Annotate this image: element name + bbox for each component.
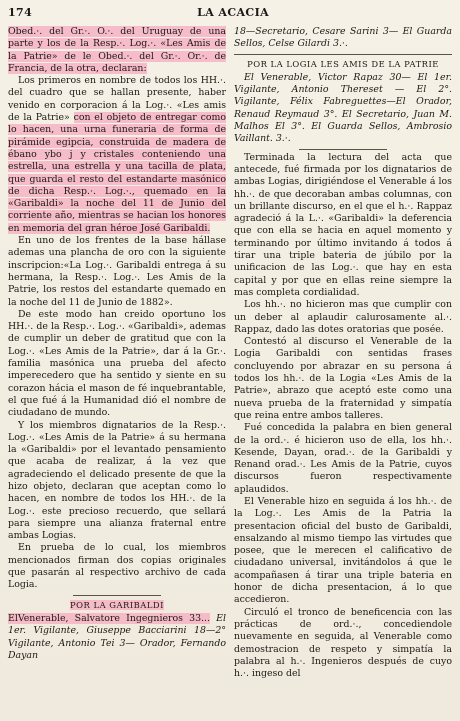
signatures [234, 26, 452, 51]
divider [234, 54, 452, 55]
two-column-body [8, 26, 452, 680]
paragraph: Terminada la lectura del acta que antecede, fué firmada por los dignatarios de ambas Logias, dirigiéndose el Venerable á los hh.·. de que decoraban ambas columnas, con un brillante discurso, en el que el h.·. Rappaz agradeció á la L.·. «Garibaldi» la deferencia que con ella se hacia en aquel momento y terminando por último invitando á todos á tirar una triple bateria de júbilo por la unificacion de las Log.·. que hay en esta capital y por que en ellas reine siempre la mas completa cordialidad. [234, 151, 452, 298]
highlighted-text: ElVenerable, Salvatore Ingegnieros 33... [8, 612, 210, 624]
paragraph: De este modo han creido oportuno los HH.·. de la Resp.·. Log.·. «Garibaldi», ademas de cumplir un deber de gratitud que con la Log.·. «Les Amis de la Patrie», dar á la Gr.·. familia masónica una prueba del afecto imperecedero que ha sentido y siente en su corazon hácia el mason de fé inquebrantable, el que fué á la Humanidad dió el nombre de ciudadano de mundo. [8, 308, 226, 419]
signature-names: El 1er. Vigilante, Giuseppe Bacciarini 18—2° Vigilante, Antonio Tei 3— Orador, Fernando Dayan [8, 612, 226, 661]
signatures [8, 613, 226, 662]
paragraph: Fué concedida la palabra en bien general de la ord.·. é hicieron uso de ella, los hh.·. Kesende, Dayan, orad.·. de la Garibaldi y Renand orad.·. Les Amis de la Patrie, cuyos discursos fueron respectivamente aplaudidos. [234, 422, 452, 495]
highlighted-text: Obed.·. del Gr.·. O.·. del Uruguay de una parte y los de la Resp.·. Log.·. «Les Amis de la Patrie» de le Obed.·. del Gr.·. Or.·. de Francia, de la otra, declaran: [8, 26, 226, 74]
journal-title: LA ACACIA [197, 6, 270, 19]
section-heading [8, 599, 226, 611]
right-column [234, 26, 452, 680]
paragraph: Los hh.·. no hicieron mas que cumplir con un deber al aplaudir calurosamente al.·. Rappaz, dado las dotes oratorias que posée. [234, 299, 452, 335]
page-number: 174 [8, 6, 33, 19]
paragraph: Y los miembros dignatarios de la Resp.·. Log.·. «Les Amis de la Patrie» á su hermana la «Garibaldi» por el levantado pensamiento que acaba de realizar, á la vez que agradeciendo el delicado presente de que la hizo objeto, declaran que aceptan como lo hacen, en nombre de todos los HH.·. de la Log.·. este precioso recuerdo, que sellará para siempre una alianza fraternal entre ambas Logias. [8, 419, 226, 542]
left-column [8, 26, 226, 680]
signature-names: 18—Secretario, Cesare Sarini 3— El Guarda Sellos, Celse Gilardi 3.·. [234, 26, 452, 50]
paragraph: Contestó al discurso el Venerable de la Logia Garibaldi con sentidas frases concluyendo por abrazar en su persona á todos los hh.·. de la Logia «Les Amis de la Patrie», abrazo que aceptó este como una nueva prueba de la fraternidad y simpatía que reina entre ambos talleres. [234, 336, 452, 421]
paragraph [8, 75, 226, 235]
divider [73, 595, 160, 596]
paragraph-text: Los primeros en nombre de todos los HH.·. del cuadro que se hallan presente, haber venido en corporacion á la Log.·. «Les amis de la Patrie» [8, 75, 226, 124]
paragraph [8, 26, 226, 75]
paragraph: En uno de los frentes de la base hállase ademas una plancha de oro con la siguiente inscripcion:«La Log.·. Garibaldi entrega á su hermana, la Resp.·. Log.·. Les Amis de la Patrie, los restos del estandarte quemado en la noche del 11 de Junio de 1882». [8, 235, 226, 308]
page-header [8, 6, 452, 22]
highlighted-text: POR LA GARIBALDI [70, 599, 164, 610]
signatures [234, 72, 452, 146]
highlighted-text: con el objeto de entregar como lo hacen, una urna funeraria de forma de pirámide egipcia, construida de madera de ébano ybo j y cristales conteniendo una estrella, una estrella y una tacilla de plata, que guarda el resto del estandarte masónico de dicha Resp.·. Log.·., quemado en la «Garibaldi» la noche del 11 de Junio del corriente año, mientras se hacian los honores en memoria del gran héroe José Garibaldi. [8, 112, 226, 234]
paragraph: Circuló el tronco de beneficencia con las prácticas de ord.·., concediendole nuevamente en seguida, al Venerable como demostracion de respeto y simpatía la palabra al h.·. Ingenieros después de cuyo h.·. ingeso del [234, 606, 452, 680]
section-heading: POR LA LOGIA LES AMIS DE LA PATRIE [247, 58, 439, 69]
paragraph: En prueba de lo cual, los miembros mencionados firman dos copias originales que pasarán al respectivo archivo de cada Logia. [8, 542, 226, 591]
divider [299, 149, 386, 150]
paragraph: El Venerable hizo en seguida á los hh.·. de la Log.·. Les Amis de la Patria la presentacion oficial del busto de Garibaldi, ensalzando al mismo tiempo las virtudes que posee, que le merecen el calificativo de ciudadano universal, invitándolos á que le acompañasen á tirar una triple bateria en honor de dicha presentacion, á lo que accedieron. [234, 495, 452, 606]
signature-names: El Venerable, Victor Rapaz 30— El 1er. Vigilante, Antonio Thereset — El 2°. Vigilante, Félix Fabreguettes—El Orador, Renaud Reymaud 3°. El Secretario, Juan M. Malhos El 3°. El Guarda Sellos, Ambrosio Vaillant. 3.·. [234, 71, 452, 145]
